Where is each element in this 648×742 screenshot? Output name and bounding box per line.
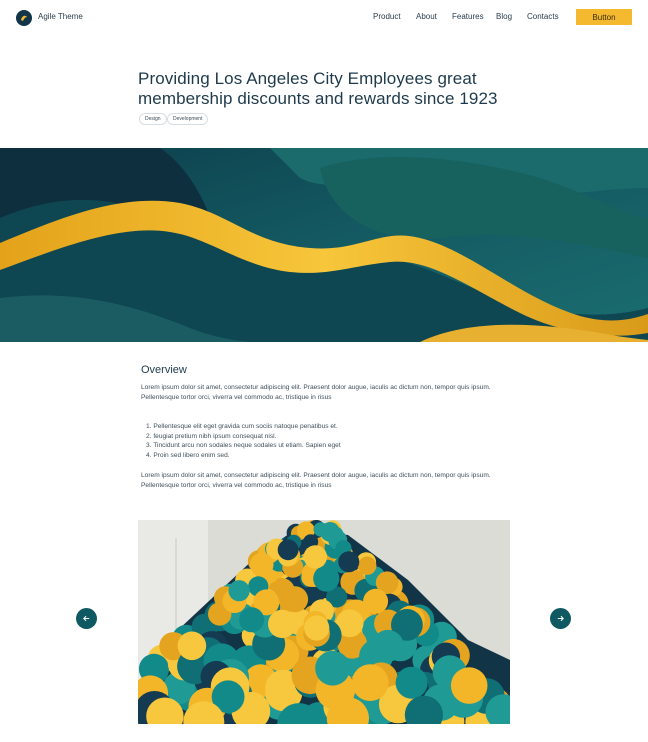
list-item: 1. Pellentesque elit eget gravida cum sociis natoque penatibus et. bbox=[146, 423, 338, 430]
list-item: 4. Proin sed libero enim sed. bbox=[146, 451, 230, 459]
tag-development[interactable]: Development bbox=[167, 113, 208, 125]
nav-item-product[interactable]: Product bbox=[373, 12, 401, 21]
carousel-image bbox=[138, 520, 510, 724]
list-item: 3. Tincidunt arcu non sodales neque sodales ut etiam. Sapien eget bbox=[146, 442, 341, 450]
section-heading: Overview bbox=[141, 364, 187, 376]
overview-paragraph-1: Lorem ipsum dolor sit amet, consectetur adipiscing elit. Praesent dolor augue, iaculis ac dictum non, tempor quis ipsum. Pellentesque tortor orci, viverra vel commodo ac, tristique in risus bbox=[141, 384, 491, 401]
arrow-left-icon bbox=[82, 614, 91, 623]
carousel-prev-button[interactable] bbox=[76, 608, 97, 629]
page-title: Providing Los Angeles City Employees great membership discounts and rewards since 1923 bbox=[138, 69, 498, 108]
carousel-next-button[interactable] bbox=[550, 608, 571, 629]
nav-item-features[interactable]: Features bbox=[452, 12, 484, 21]
nav-item-blog[interactable]: Blog bbox=[496, 12, 513, 21]
brand-name[interactable]: Agile Theme bbox=[38, 12, 83, 21]
list-item: 2. feugiat pretium nibh ipsum consequat nisl. bbox=[146, 432, 277, 440]
overview-paragraph-2: Lorem ipsum dolor sit amet, consectetur adipiscing elit. Praesent dolor augue, iaculis ac dictum non, tempor quis ipsum. Pellentesque tortor orci, viverra vel commodo ac, tristique in risus bbox=[141, 472, 491, 489]
nav-cta-button[interactable]: Button bbox=[576, 9, 632, 25]
arrow-right-icon bbox=[556, 614, 565, 623]
hero-banner-image bbox=[0, 148, 648, 342]
top-navigation bbox=[0, 0, 648, 36]
nav-item-about[interactable]: About bbox=[416, 12, 437, 21]
overview-list bbox=[141, 422, 341, 460]
logo-mark-icon[interactable] bbox=[16, 10, 32, 26]
tag-design[interactable]: Design bbox=[139, 113, 167, 125]
nav-item-contacts[interactable]: Contacts bbox=[527, 12, 559, 21]
